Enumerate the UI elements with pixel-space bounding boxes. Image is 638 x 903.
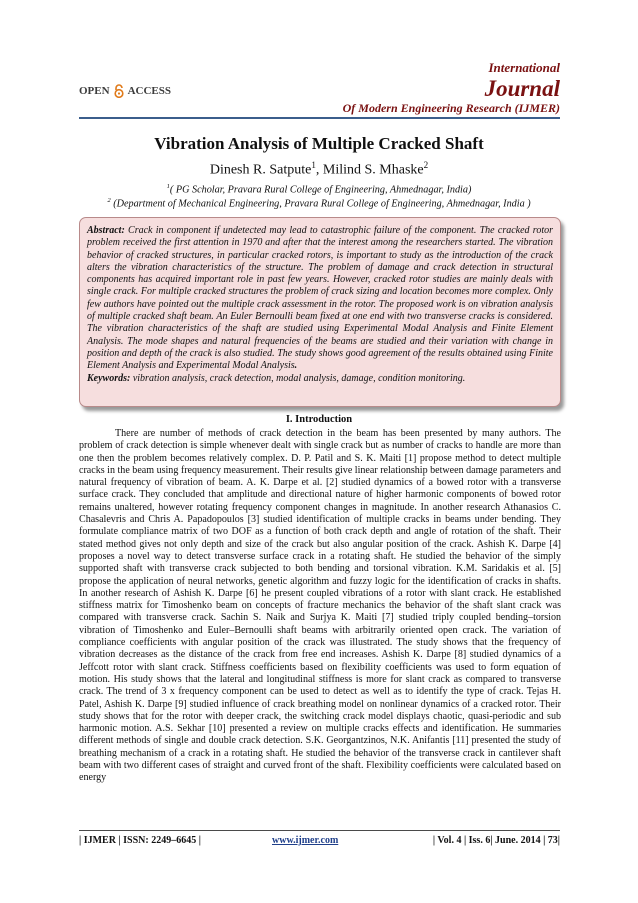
keywords-label: Keywords: [87,372,131,384]
author-line [0,160,638,179]
open-access-lock-icon [113,84,125,98]
author-2: Milind S. Mhaske [322,162,424,178]
header-rule [79,117,560,119]
journal-subtitle: Of Modern Engineering Research (IJMER) [342,101,560,115]
footer-issn: | IJMER | ISSN: 2249–6645 | [79,835,201,846]
affiliation-1-text: ( PG Scholar, Pravara Rural College of Engineering, Ahmednagar, India) [169,184,472,196]
introduction-body: There are number of methods of crack detection in the beam has been presented by many authors. The problem of crack detection is simple whenever dealt with single crack but as number of cracks to handle are more than one then the problem becomes relatively complex. D. P. Patil and S. K. Maiti [1] propose method to detect multiple cracks in the beam using frequency measurement. Their results give linear relationship between damage parameters and natural frequency of vibration of beam. A. K. Darpe et al. [2] studied dynamics of a bowed rotor with a transverse surface crack. They concluded that amplitude and directional nature of higher harmonic components of bowed rotor remains unaltered, however rotating frequency component changes in magnitude. In another research Athanasios C. Chasalevris and Chris A. Papadopoulos [3] studied identification of multiple cracks in beams under bending. They formulate compliance matrix of two DOF as a function of both crack depth and angle of rotation of the shaft. Their stated method gives not only depth and size of the crack but also angular position of the crack. Ashish K. Darpe [4] proposes a novel way to detect transverse surface crack in a rotating shaft. He studied the behavior of the simply supported shaft with transverse crack subjected to both bending and torsional vibration. K.M. Saridakis et al. [5] propose the application of neural networks, genetic algorithm and fuzzy logic for the identification of cracks in shafts. In another research of Ashish K. Darpe [6] he present coupled vibrations of a rotor with slant crack. He established stiffness matrix for Timoshenko beam on concepts of fracture mechanics the behavior of the shaft slant crack was compared with transverse crack. Sachin S. Naik and Surjya K. Maiti [7] studied triply coupled bending–torsion vibration of Timoshenko and Euler–Bernoulli shaft beams with arbitrarily oriented open crack. The variation of compliance coefficients with angular position of the crack was illustrated. The study shows that the frequency of vibration decreases as the distance of the crack from free end increases. Ashish K. Darpe [8] studied dynamics of a Jeffcott rotor with slant crack. Stiffness coefficients based on flexibility coefficients was used to form equation of motion. His study shows that the lateral and longitudinal stiffness is more for slant crack as compared to transverse crack. The trend of 3 x frequency component can be used to detect as well as to identify the type of crack. Tejas H. Patel, Ashish K. Darpe [9] studied influence of crack breathing model on nonlinear dynamics of a cracked rotor. Their study shows that for the rotor with deeper crack, the switching crack model displays chaotic, quasi-periodic and sub harmonic motion. A.S. Sekhar [10] presented a review on multiple cracks effects and identification. He summaries different methods of single and double crack detection. S.K. Georgantzinos, N.K. Anifantis [11] presented the study of breathing mechanism of a crack in a rotating shaft. He studied the behavior of the transverse crack in cantilever shaft beam with two different cases of straight and curved front of the shaft. Flexibility coefficients were calculated based on energy [79,428,561,784]
affiliation-2-sup: 2 [107,197,111,204]
author-2-sup: 2 [423,160,429,170]
author-1: Dinesh R. Satpute [209,162,312,178]
abstract-label: Abstract: [87,225,125,236]
paper-title: Vibration Analysis of Multiple Cracked Shaft [154,134,484,153]
open-access-badge [79,84,171,98]
footer-rule [79,830,560,831]
journal-international-label: International [488,60,560,75]
keywords [87,373,553,385]
affiliation-2-text: (Department of Mechanical Engineering, Pravara Rural College of Engineering, Ahmednagar, India ) [113,198,531,210]
author-separator: , [315,162,323,178]
access-label: ACCESS [127,85,171,97]
author-1-sup: 1 [311,160,316,170]
affiliation-1-sup: 1 [166,183,170,190]
abstract-box [79,217,561,407]
abstract-body: Crack in component if undetected may lead to catastrophic failure of the component. The cracked rotor problem received the first attention in 1970 and after that the interest among the researchers started. The vibration behavior of cracked structures, in particular cracked rotors, is important to study as the introduction of the crack alters the vibration characteristics of the structure. The problem of damage and crack detection in structural components has acquired important role in past few years. However, cracked rotor studies are mainly deals with single crack. For multiple cracked structures the problem of crack sizing and location becomes more complex. Only few authors have pointed out the multiple crack assessment in the rotor. The proposed work is on vibration analysis of multiple cracked shaft beam. An Euler Bernoulli beam fixed at one end with two transverse cracks is considered. The vibration characteristics of the shaft are studied using Experimental Modal Analysis and Finite Element Analysis. The mode shapes and natural frequencies of the beams are studied and their variation with change in position and depth of the crack is also studied. The study shows good agreement of the results obtained using Finite Element Analysis and Experimental Modal Analysis [87,225,553,372]
journal-name: Journal [484,76,560,101]
abstract-text [87,225,553,373]
affiliation-2 [0,197,638,209]
section-heading-introduction: I. Introduction [285,414,353,425]
affiliation-1 [0,183,638,195]
open-label: OPEN [79,85,110,97]
keywords-text: vibration analysis, crack detection, modal analysis, damage, condition monitoring. [130,372,466,384]
footer-volume-page: | Vol. 4 | Iss. 6| June. 2014 | 73| [432,835,560,846]
abstract-end: . [294,360,298,372]
footer-website-link[interactable]: www.ijmer.com [272,835,339,846]
